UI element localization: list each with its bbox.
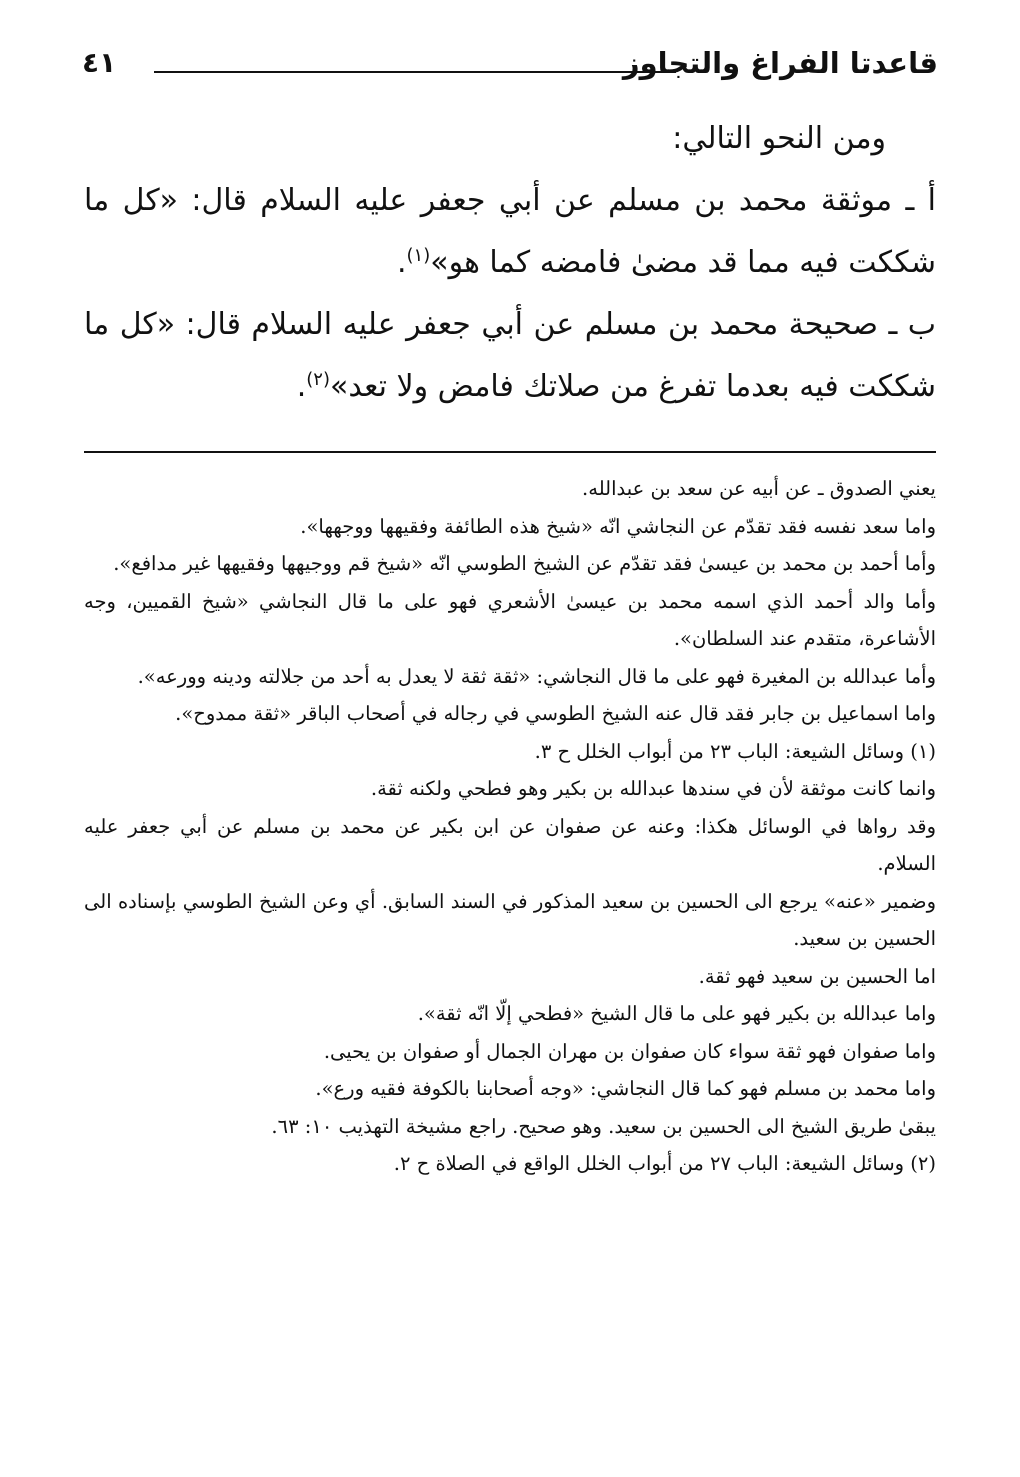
narration-b-end: . [296, 369, 307, 404]
footnote-line: وقد رواها في الوسائل هكذا: وعنه عن صفوان عن ابن بكير عن محمد بن مسلم عن أبي جعفر عليه السلام. [84, 814, 936, 875]
footnote-separator [84, 451, 936, 453]
footnote-line: يبقىٰ طريق الشيخ الى الحسين بن سعيد. وهو صحيح. راجع مشيخة التهذيب ١٠: ٦٣. [271, 1114, 936, 1138]
footnote-line: واما اسماعيل بن جابر فقد قال عنه الشيخ الطوسي في رجاله في أصحاب الباقر «ثقة ممدوح». [175, 702, 936, 725]
intro-line: ومن النحو التالي: [672, 121, 886, 156]
header-rule [154, 71, 676, 73]
footnote-line: وضمير «عنه» يرجع الى الحسين بن سعيد المذكور في السند السابق. أي وعن الشيخ الطوسي بإسناده الى الحسين بن سعيد. [84, 889, 936, 950]
footnote-line: وأما أحمد بن محمد بن عيسىٰ فقد تقدّم عن الشيخ الطوسي انّه «شيخ قم ووجيهها وفقيهها غير مدافع». [113, 552, 936, 575]
narration-b [84, 294, 936, 418]
narration-a-text: أ ـ موثقة محمد بن مسلم عن أبي جعفر عليه السلام قال: «كل ما شككت فيه مما قد مضىٰ فامضه كما هو» [84, 183, 936, 280]
footnote-line: وأما عبدالله بن المغيرة فهو على ما قال النجاشي: «ثقة ثقة لا يعدل به أحد من جلالته ودينه وورعه». [137, 664, 936, 688]
footnote-line: وأما والد أحمد الذي اسمه محمد بن عيسىٰ الأشعري فهو على ما قال النجاشي «شيخ القميين، وجه الأشاعرة، متقدم عند السلطان». [84, 589, 936, 650]
narration-a-end: . [396, 245, 407, 280]
footnote-2-heading: (٢) وسائل الشيعة: الباب ٢٧ من أبواب الخلل الواقع في الصلاة ح ٢. [393, 1152, 936, 1175]
header-title: قاعدتا الفراغ والتجاوز [622, 46, 938, 80]
footnote-line: اما الحسين بن سعيد فهو ثقة. [698, 964, 936, 988]
narration-b-text: ب ـ صحيحة محمد بن مسلم عن أبي جعفر عليه السلام قال: «كل ما شككت فيه بعدما تفرغ من صلاتك فامض ولا تعد» [84, 307, 936, 404]
running-header [82, 38, 938, 88]
footnote-line: واما محمد بن مسلم فهو كما قال النجاشي: «وجه أصحابنا بالكوفة فقيه ورع». [315, 1077, 936, 1100]
footnote-line: واما عبدالله بن بكير فهو على ما قال الشيخ «فطحي إلّا انّه ثقة». [417, 1002, 936, 1025]
footnote-ref-1[interactable]: (١) [406, 245, 431, 266]
footnote-1-heading: (١) وسائل الشيعة: الباب ٢٣ من أبواب الخلل ح ٣. [534, 739, 936, 763]
footnote-ref-2[interactable]: (٢) [306, 369, 330, 390]
footnotes [84, 470, 936, 1183]
footnote-line: واما سعد نفسه فقد تقدّم عن النجاشي انّه «شيخ هذه الطائفة وفقيهها ووجهها». [300, 514, 936, 538]
narration-a [84, 170, 936, 294]
footnote-line: وانما كانت موثقة لأن في سندها عبدالله بن بكير وهو فطحي ولكنه ثقة. [370, 777, 936, 800]
main-text [84, 108, 936, 418]
footnote-line: واما صفوان فهو ثقة سواء كان صفوان بن مهران الجمال أو صفوان بن يحيى. [323, 1039, 936, 1063]
page-number: ٤١ [82, 46, 117, 79]
footnote-line: يعني الصدوق ـ عن أبيه عن سعد بن عبدالله. [582, 477, 936, 500]
